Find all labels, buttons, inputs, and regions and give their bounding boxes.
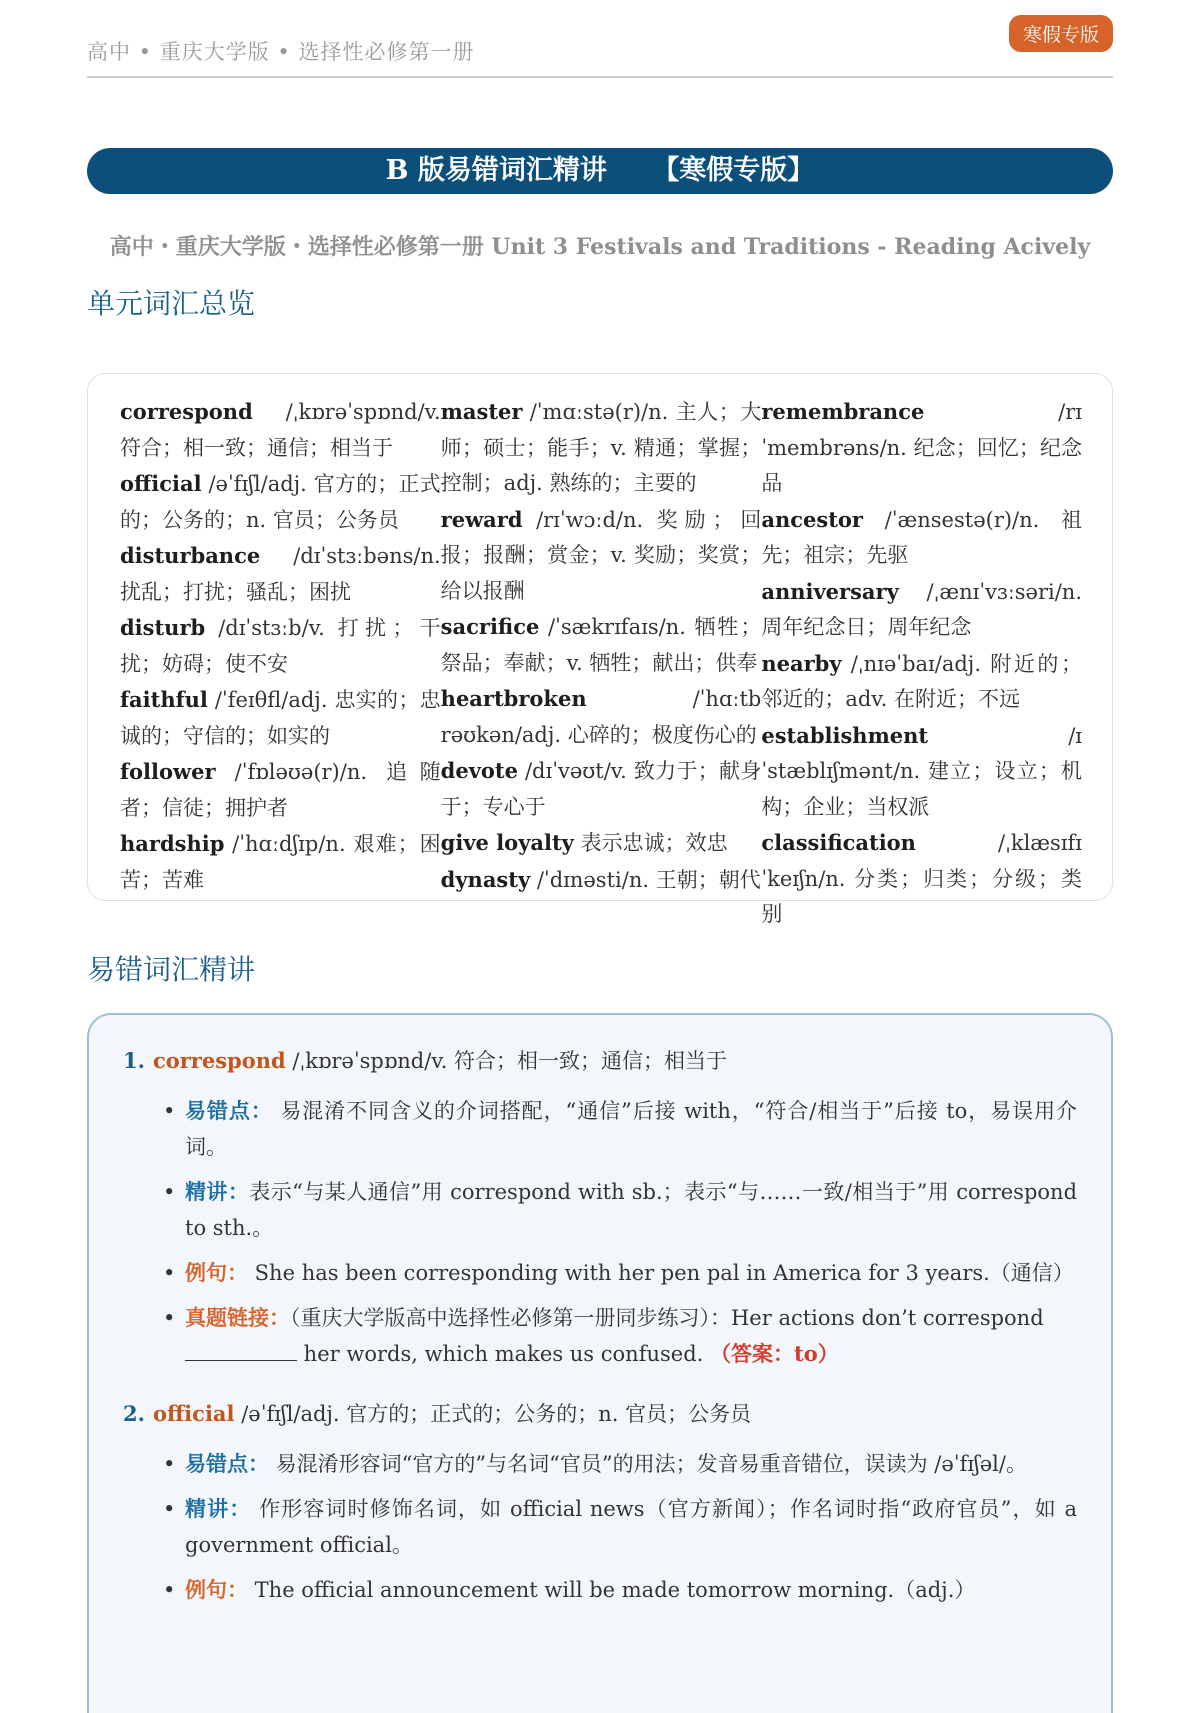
vocab-entry: classification /ˌklæsɪfɪˈkeɪʃn/n. 分类；归类；分级；类别 xyxy=(761,830,1083,926)
item-bullets xyxy=(163,1446,1077,1608)
error-point: • 易错点： 易混淆不同含义的介词搭配，“通信”后接 with，“符合/相当于”后接 to，易误用介词。 xyxy=(163,1093,1077,1165)
item-word: official xyxy=(152,1401,235,1426)
section-title-details: 易错词汇精讲 xyxy=(87,953,256,986)
vocab-entry: dynasty /ˈdɪnəsti/n. 王朝；朝代 xyxy=(440,866,761,892)
vocab-entry: faithful /ˈfeɪθfl/adj. 忠实的；忠诚的；守信的；如实的 xyxy=(120,687,441,748)
vocab-entry: disturbance /dɪˈstɜːbəns/n. 扰乱；打扰；骚乱；困扰 xyxy=(120,543,441,604)
vocab-entry: heartbroken /ˈhɑːtb rəʊkən/adj. 心碎的；极度伤心的 xyxy=(440,686,762,747)
item-heading xyxy=(123,1398,1077,1428)
vocab-item-2 xyxy=(123,1398,1077,1608)
vocab-entry: official /əˈfɪʃl/adj. 官方的；正式的；公务的；n. 官员；公务员 xyxy=(120,471,441,532)
edition-badge: 寒假专版 xyxy=(1009,15,1113,52)
item-definition: /ˌkɒrəˈspɒnd/v. 符合；相一致；通信；相当于 xyxy=(285,1049,728,1073)
vocab-entry: follower /ˈfɒləʊə(r)/n. 追随者；信徒；拥护者 xyxy=(120,759,441,820)
vocab-overview-box xyxy=(87,373,1113,926)
vocab-entry: establishment /ɪˈstæblɪʃmənt/n. 建立；设立；机构；企业；当权派 xyxy=(761,722,1083,819)
answer-text: （答案：to） xyxy=(710,1341,839,1366)
vocab-item-1 xyxy=(123,1045,1077,1372)
vocab-entry: remembrance /rɪˈmembrəns/n. 纪念；回忆；纪念品 xyxy=(761,399,1083,495)
page-header xyxy=(87,20,1113,78)
error-point: • 易错点： 易混淆形容词“官方的”与名词“官员”的用法；发音易重音错位，误读为 /əˈfɪʃəl/。 xyxy=(163,1446,1077,1482)
vocab-entry: anniversary /ˌænɪˈvɜːsəri/n. 周年纪念日；周年纪念 xyxy=(761,578,1083,639)
page-subtitle: 高中・重庆大学版・选择性必修第一册 Unit 3 Festivals and Traditions - Reading Acively xyxy=(109,234,1091,260)
detail-box xyxy=(87,1013,1113,1713)
explanation: • 精讲： 作形容词时修饰名词，如 official news（官方新闻）；作名词时指“政府官员”，如 a government official。 xyxy=(163,1491,1077,1563)
vocab-column-2 xyxy=(441,394,762,900)
title-banner xyxy=(87,148,1113,194)
item-definition: /əˈfɪʃl/adj. 官方的；正式的；公务的；n. 官员；公务员 xyxy=(234,1402,752,1426)
item-heading xyxy=(123,1045,1077,1075)
item-bullets xyxy=(163,1093,1077,1372)
vocab-entry: nearby /ˌnɪəˈbaɪ/adj. 附近的；邻近的；adv. 在附近；不远 xyxy=(761,650,1083,711)
vocab-entry: give loyalty 表示忠诚；效忠 xyxy=(440,830,728,855)
example: • 例句： She has been corresponding with her pen pal in America for 3 years.（通信） xyxy=(163,1255,1077,1291)
exam-link: • 真题链接：（重庆大学版高中选择性必修第一册同步练习）：Her actions don’t correspond her words, which makes us confused. （答案：to） xyxy=(163,1300,1077,1372)
banner-title: B 版易错词汇精讲 xyxy=(385,155,607,186)
answer-blank xyxy=(185,1336,297,1361)
item-word: correspond xyxy=(152,1048,286,1073)
vocab-column-3 xyxy=(761,394,1083,926)
item-number: 1. xyxy=(123,1048,145,1073)
vocab-entry: reward /rɪˈwɔːd/n. 奖励；回报；报酬；赏金；v. 奖励；奖赏；给以报酬 xyxy=(440,506,762,603)
vocab-entry: correspond /ˌkɒrəˈspɒnd/v. 符合；相一致；通信；相当于 xyxy=(120,399,441,460)
vocab-entry: master /ˈmɑːstə(r)/n. 主人；大师；硕士；能手；v. 精通；掌握；控制；adj. 熟练的；主要的 xyxy=(440,399,762,495)
vocab-entry: sacrifice /ˈsækrɪfaɪs/n. 牺牲；祭品；奉献；v. 牺牲；献出；供奉 xyxy=(440,614,762,675)
breadcrumb: 高中 • 重庆大学版 • 选择性必修第一册 xyxy=(87,40,475,64)
vocab-entry: ancestor /ˈænsestə(r)/n. 祖先；祖宗；先驱 xyxy=(761,506,1083,567)
section-title-overview: 单元词汇总览 xyxy=(87,287,256,320)
vocab-entry: disturb /dɪˈstɜːb/v. 打扰；干扰；妨碍；使不安 xyxy=(120,615,441,676)
vocab-column-1 xyxy=(120,394,441,900)
vocab-entry: hardship /ˈhɑːdʃɪp/n. 艰难；困苦；苦难 xyxy=(120,831,441,892)
explanation: • 精讲：表示“与某人通信”用 correspond with sb.；表示“与……一致/相当于”用 correspond to sth.。 xyxy=(163,1174,1077,1246)
item-number: 2. xyxy=(123,1401,145,1426)
vocab-entry: devote /dɪˈvəʊt/v. 致力于；献身于；专心于 xyxy=(440,758,762,819)
banner-edition: 【寒假专版】 xyxy=(652,155,815,186)
example: • 例句： The official announcement will be made tomorrow morning.（adj.） xyxy=(163,1572,1077,1608)
